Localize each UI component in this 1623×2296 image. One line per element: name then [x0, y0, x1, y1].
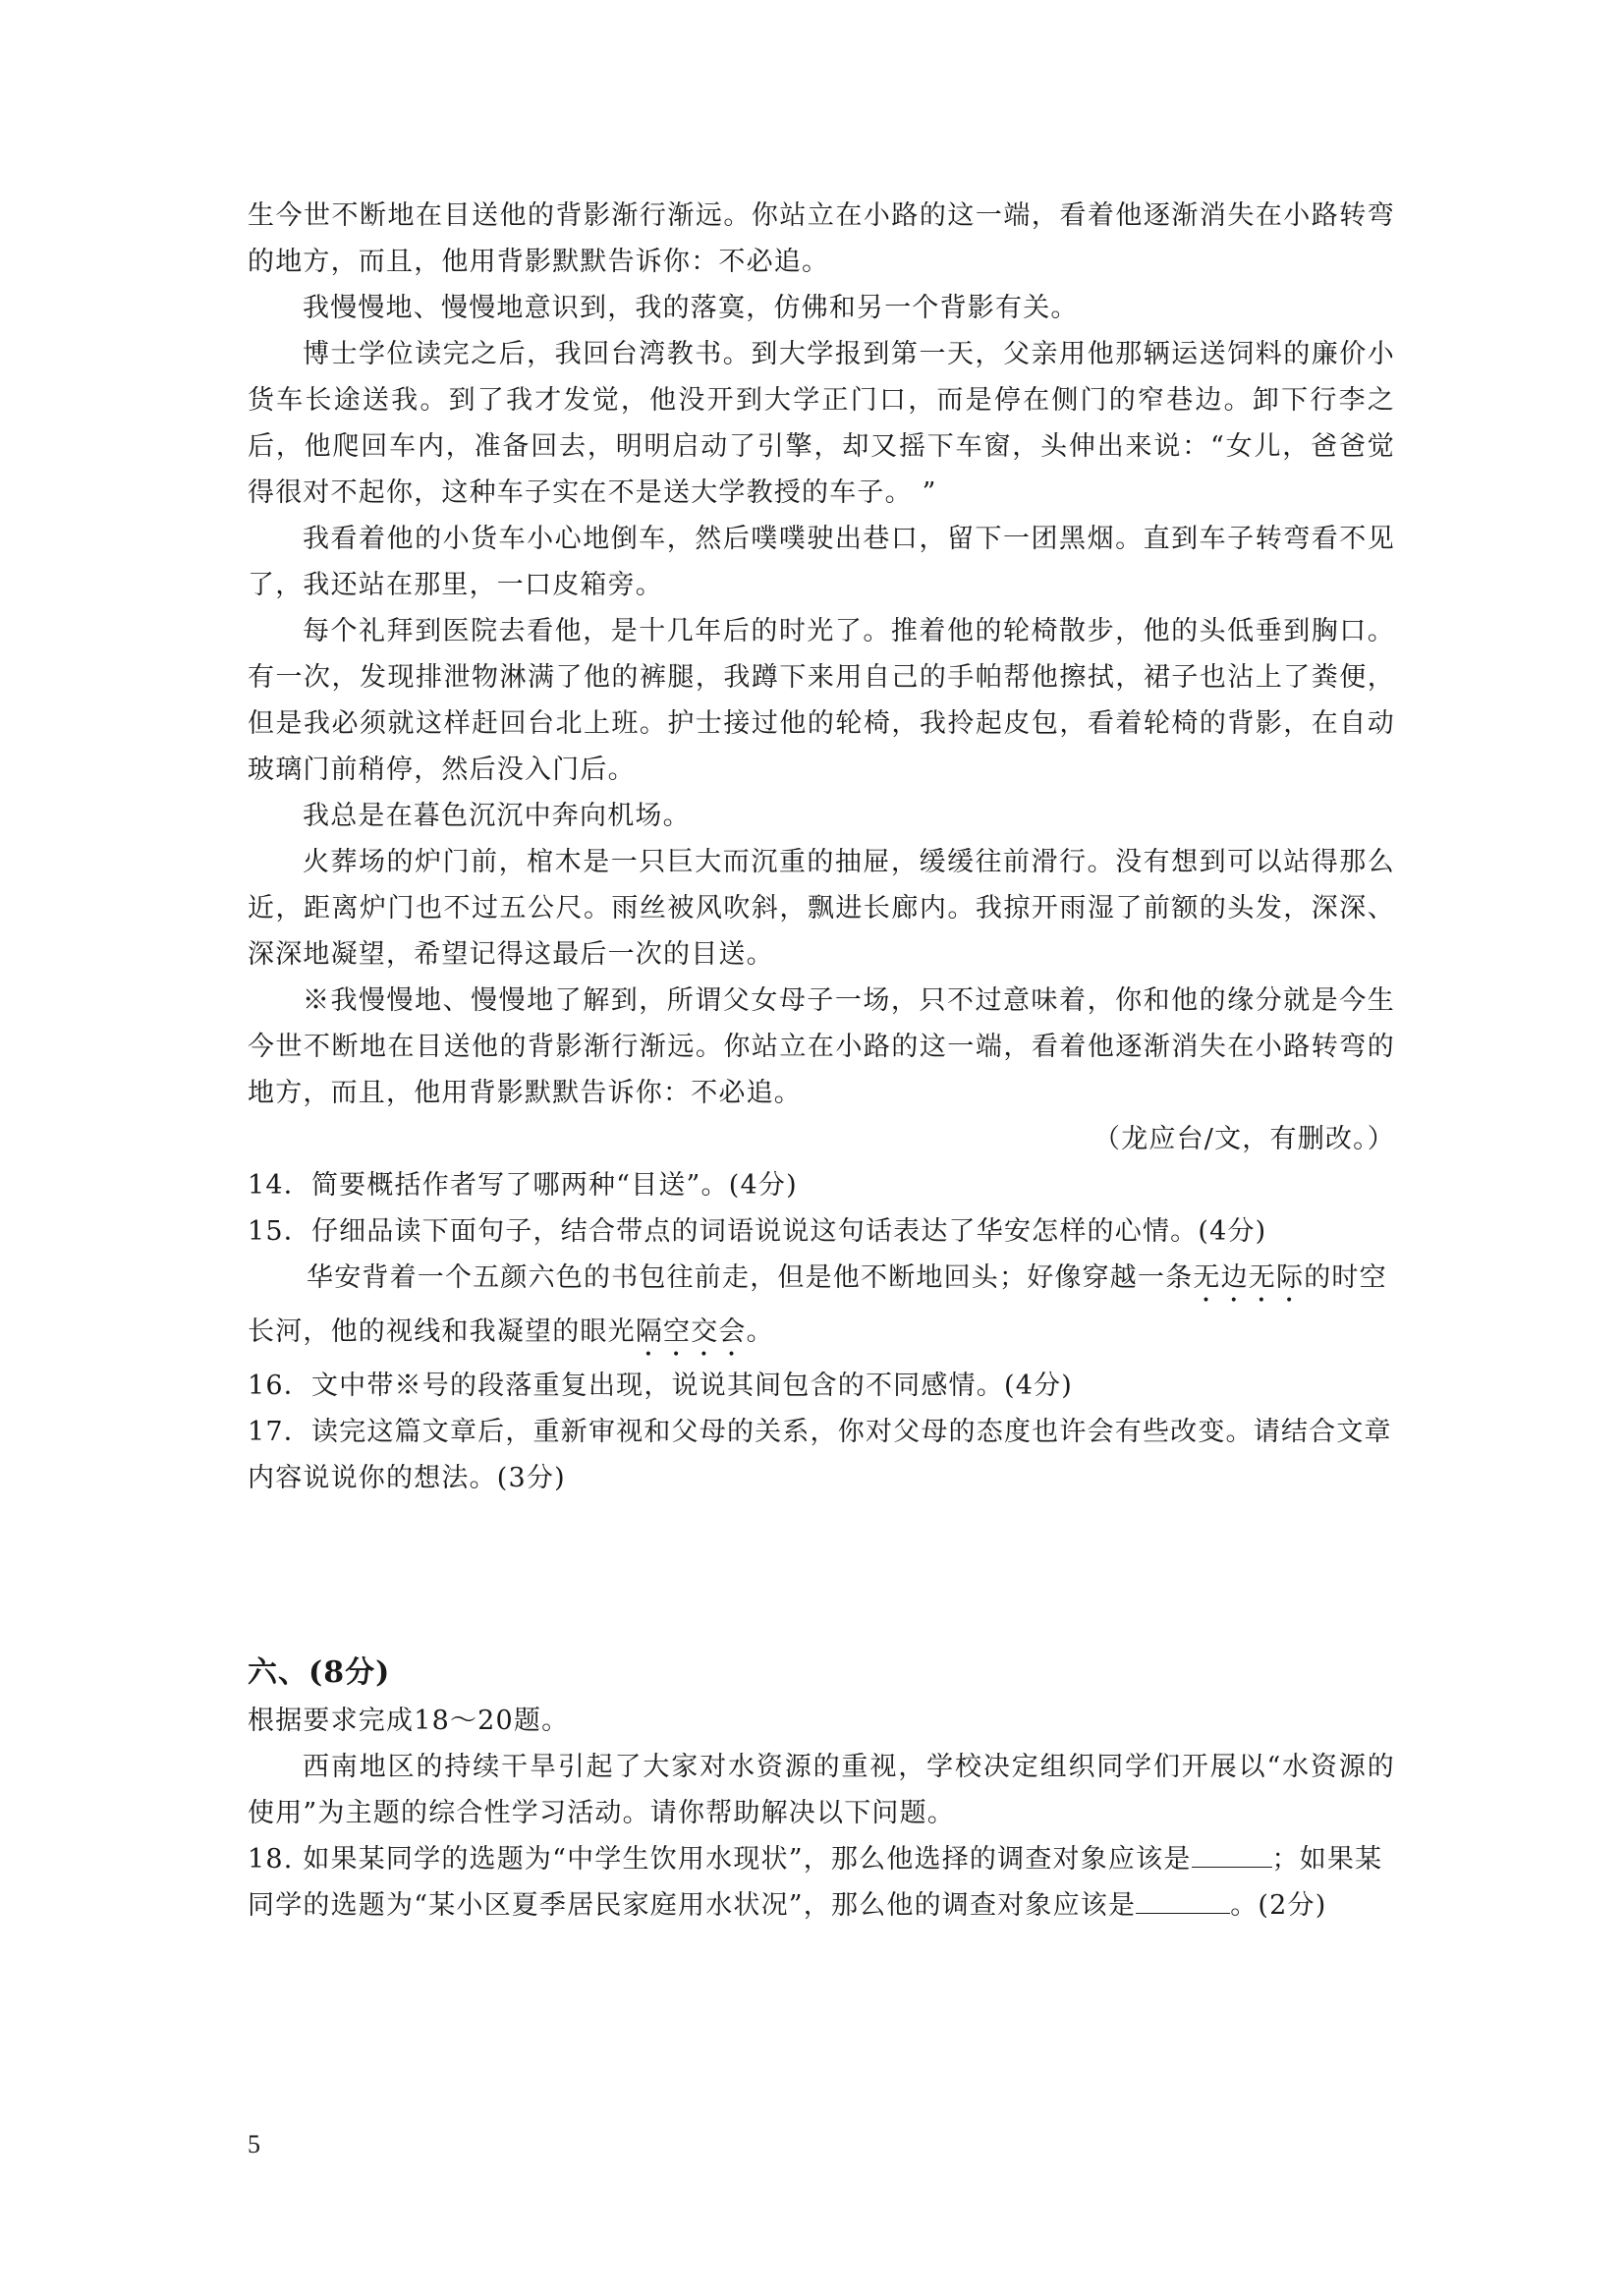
quote-text: 。 — [746, 1316, 774, 1347]
question-15: 15．仔细品读下面句子，结合带点的词语说说这句话表达了华安怎样的心情。(4分) — [248, 1216, 1267, 1247]
question-17: 17．读完这篇文章后，重新审视和父母的关系，你对父母的态度也许会有些改变。请结合文章内容说说你的想法。(3分) — [248, 1417, 1392, 1493]
passage-paragraph: 生今世不断地在目送他的背影渐行渐远。你站立在小路的这一端，看着他逐渐消失在小路转弯的地方，而且，他用背影默默告诉你：不必追。 — [248, 200, 1395, 277]
passage-paragraph: 我慢慢地、慢慢地意识到，我的落寞，仿佛和另一个背影有关。 — [303, 293, 1079, 323]
question-16: 16．文中带※号的段落重复出现，说说其间包含的不同感情。(4分) — [248, 1371, 1074, 1401]
passage-paragraph: 火葬场的炉门前，棺木是一只巨大而沉重的抽屉，缓缓往前滑行。没有想到可以站得那么近，距离炉门也不过五公尺。雨丝被风吹斜，飘进长廊内。我掠开雨湿了前额的头发，深深、深深地凝望，希望记得这最后一次的目送。 — [248, 847, 1395, 970]
passage-paragraph: 每个礼拜到医院去看他，是十几年后的时光了。推着他的轮椅散步，他的头低垂到胸口。有一次，发现排泄物淋满了他的裤腿，我蹲下来用自己的手帕帮他擦拭，裙子也沾上了粪便，但是我必须就这样赶回台北上班。护士接过他的轮椅，我拎起皮包，看着轮椅的背影，在自动玻璃门前稍停，然后没入门后。 — [248, 616, 1395, 785]
passage-source: （龙应台/文，有删改。） — [1093, 1124, 1395, 1154]
question-18-text: 。(2分) — [1230, 1890, 1327, 1921]
answer-blank[interactable] — [1192, 1839, 1272, 1868]
answer-space — [248, 1501, 1395, 1649]
section-instruction: 根据要求完成18～20题。 — [248, 1706, 570, 1736]
question-15-quote — [248, 1255, 1395, 1363]
passage-paragraph: 博士学位读完之后，我回台湾教书。到大学报到第一天，父亲用他那辆运送饲料的廉价小货车长途送我。到了我才发觉，他没开到大学正门口，而是停在侧门的窄巷边。卸下行李之后，他爬回车内，准备回去，明明启动了引擎，却又摇下车窗，头伸出来说：“女儿，爸爸觉得很对不起你，这种车子实在不是送大学教授的车子。 ” — [248, 339, 1395, 508]
dotted-phrase: 隔空交会 — [635, 1316, 747, 1347]
page-content — [248, 193, 1395, 1929]
question-18-text: 18. 如果某同学的选题为“中学生饮用水现状”，那么他选择的调查对象应该是 — [248, 1844, 1192, 1875]
quote-text: 的时空长河，他的视线和我凝望的眼光 — [248, 1262, 1387, 1347]
page-number: 5 — [248, 2130, 260, 2158]
question-14: 14．简要概括作者写了哪两种“目送”。(4分) — [248, 1170, 798, 1201]
section-intro: 西南地区的持续干旱引起了大家对水资源的重视，学校决定组织同学们开展以“水资源的使用”为主题的综合性学习活动。请你帮助解决以下问题。 — [248, 1752, 1395, 1828]
quote-text: 华安背着一个五颜六色的书包往前走，但是他不断地回头；好像穿越一条 — [307, 1262, 1194, 1293]
passage-paragraph: 我看着他的小货车小心地倒车，然后噗噗驶出巷口，留下一团黑烟。直到车子转弯看不见了，我还站在那里，一口皮箱旁。 — [248, 524, 1395, 600]
dotted-phrase: 无边无际 — [1193, 1262, 1305, 1293]
passage-paragraph: 我总是在暮色沉沉中奔向机场。 — [303, 801, 691, 831]
passage-paragraph-starred: ※我慢慢地、慢慢地了解到，所谓父女母子一场，只不过意味着，你和他的缘分就是今生今世不断地在目送他的背影渐行渐远。你站立在小路的这一端，看着他逐渐消失在小路转弯的地方，而且，他用背影默默告诉你：不必追。 — [248, 985, 1395, 1108]
question-18-text: ；如果某同学的选题为“某小区夏季居民家庭用水状况”，那么他的调查对象应该是 — [248, 1844, 1383, 1921]
question-18 — [248, 1836, 1395, 1929]
answer-blank[interactable] — [1136, 1885, 1230, 1914]
section-title: 六、(8分) — [248, 1655, 391, 1690]
